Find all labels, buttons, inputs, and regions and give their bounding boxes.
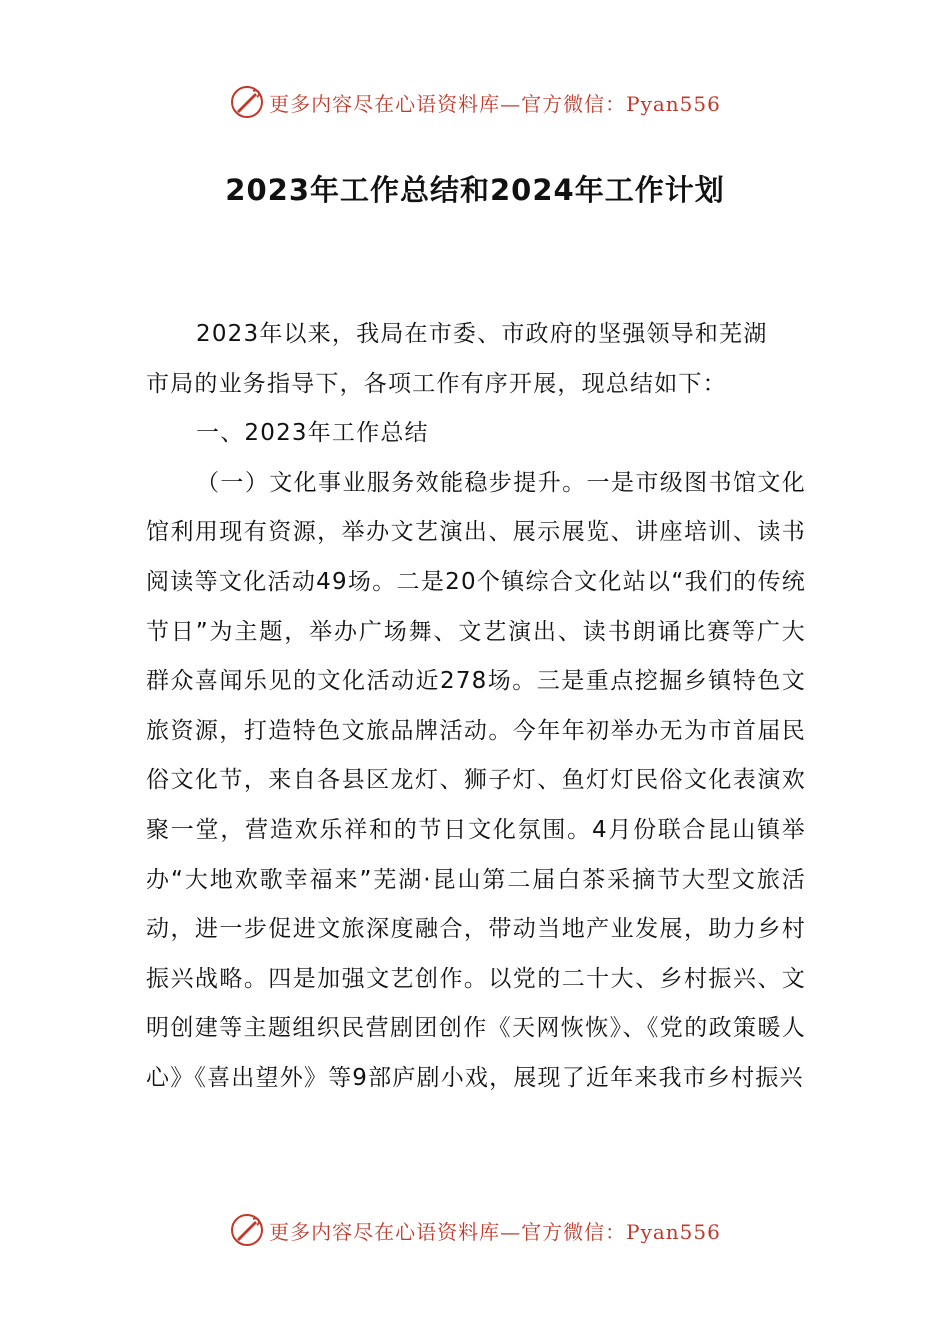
watermark-banner-bottom [0, 1210, 950, 1250]
intro-line-1: 2023年以来，我局在市委、市政府的坚强领导和芜湖 [196, 321, 768, 347]
intro-paragraph [146, 310, 806, 409]
page-title: 2023年工作总结和2024年工作计划 [225, 173, 725, 207]
body-paragraph: （一）文化事业服务效能稳步提升。一是市级图书馆文化馆利用现有资源，举办文艺演出、展示展览、讲座培训、读书阅读等文化活动49场。二是20个镇综合文化站以“我们的传统节日”为主题，举办广场舞、文艺演出、读书朗诵比赛等广大群众喜闻乐见的文化活动近278场。三是重点挖掘乡镇特色文旅资源，打造特色文旅品牌活动。今年年初举办无为市首届民俗文化节，来自各县区龙灯、狮子灯、鱼灯灯民俗文化表演欢聚一堂，营造欢乐祥和的节日文化氛围。4月份联合昆山镇举办“大地欢歌幸福来”芜湖·昆山第二届白茶采摘节大型文旅活动，进一步促进文旅深度融合，带动当地产业发展，助力乡村振兴战略。四是加强文艺创作。以党的二十大、乡村振兴、文明创建等主题组织民营剧团创作《天网恢恢》、《党的政策暖人心》《喜出望外》等9部庐剧小戏，展现了近年来我市乡村振兴 [146, 469, 806, 1091]
watermark-text: 更多内容尽在心语资料库—官方微信：Pyan556 [269, 91, 721, 116]
intro-line-2: 市局的业务指导下，各项工作有序开展，现总结如下： [146, 370, 727, 397]
section-heading: 一、2023年工作总结 [196, 420, 429, 447]
watermark-banner-top [0, 82, 950, 122]
document-body [146, 310, 806, 1104]
watermark-text: 更多内容尽在心语资料库—官方微信：Pyan556 [269, 1219, 721, 1244]
quill-logo-icon [229, 1212, 265, 1248]
quill-logo-icon [229, 84, 265, 120]
